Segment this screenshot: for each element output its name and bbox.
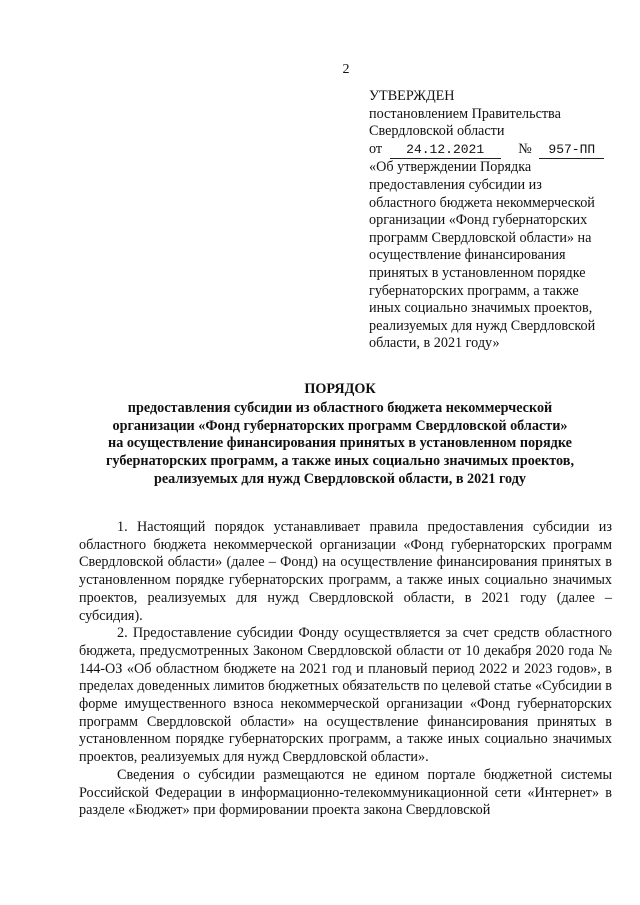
title-line: на осуществление финансирования принятых в установленном порядке xyxy=(108,435,572,452)
number-label: № xyxy=(518,140,532,157)
approval-block xyxy=(369,88,614,353)
approval-subject-line: реализуемых для нужд Свердловской xyxy=(369,317,596,334)
approval-subject-line: «Об утверждении Порядка xyxy=(369,159,532,176)
approval-subject-line: осуществление финансирования xyxy=(369,247,566,264)
title-main: ПОРЯДОК xyxy=(304,381,376,397)
approval-subject-line: программ Свердловской области» на xyxy=(369,229,592,246)
approval-date-number-line xyxy=(369,141,614,160)
approval-number: 957-ПП xyxy=(539,141,604,160)
approval-line-2: Свердловской области xyxy=(369,123,505,140)
paragraph-2: 2. Предоставление субсидии Фонду осуществляется за счет средств областного бюджета, предусмотренных Законом Свердловской области от 10 декабря 2020 года № 144-ОЗ «Об областном бюджете на 2021 год и плановый период 2022 и 2023 годов», в пределах доведенных лимитов бюджетных обязательств по целевой статье «Субсидии в форме имущественного взноса некоммерческой организации «Фонд губернаторских программ Свердловской области» на осуществление финансирования принятых в установленном порядке губернаторских программ, а также иных социально значимых проектов, реализуемых для нужд Свердловской области». xyxy=(79,625,612,766)
approval-subject-line: губернаторских программ, а также xyxy=(369,282,579,299)
document-title xyxy=(80,381,600,489)
approval-subject-line: области, в 2021 году» xyxy=(369,335,500,352)
approval-subject-line: принятых в установленном порядке xyxy=(369,264,586,281)
page-number: 2 xyxy=(342,62,350,77)
approval-date: 24.12.2021 xyxy=(390,141,501,160)
approval-line-1: постановлением Правительства xyxy=(369,105,561,122)
title-line: предоставления субсидии из областного бюджета некоммерческой xyxy=(127,399,553,416)
title-line: организации «Фонд губернаторских программ Свердловской области» xyxy=(112,417,568,434)
paragraph-3: Сведения о субсидии размещаются не едином портале бюджетной системы Российской Федерации в информационно-телекоммуникационной сети «Интернет» в разделе «Бюджет» при формировании проекта закона Свердловской xyxy=(79,766,612,819)
approval-subject-line: областного бюджета некоммерческой xyxy=(369,194,595,211)
approval-subject-line: иных социально значимых проектов, xyxy=(369,300,593,317)
paragraph-1: 1. Настоящий порядок устанавливает правила предоставления субсидии из областного бюджета некоммерческой организации «Фонд губернаторских программ Свердловской области» (далее – Фонд) на осуществление финансирования принятых в установленном порядке губернаторских программ, а также иных социально значимых проектов, реализуемых для нужд Свердловской области, в 2021 году (далее – субсидия). xyxy=(79,519,612,624)
approval-subject-line: организации «Фонд губернаторских xyxy=(369,212,588,229)
title-line: губернаторских программ, а также иных социально значимых проектов, xyxy=(105,453,575,470)
from-label: от xyxy=(369,140,383,157)
document-body xyxy=(79,519,612,820)
approval-heading: УТВЕРЖДЕН xyxy=(369,88,455,104)
approval-subject-line: предоставления субсидии из xyxy=(369,176,542,193)
title-line: реализуемых для нужд Свердловской области, в 2021 году xyxy=(153,470,527,487)
